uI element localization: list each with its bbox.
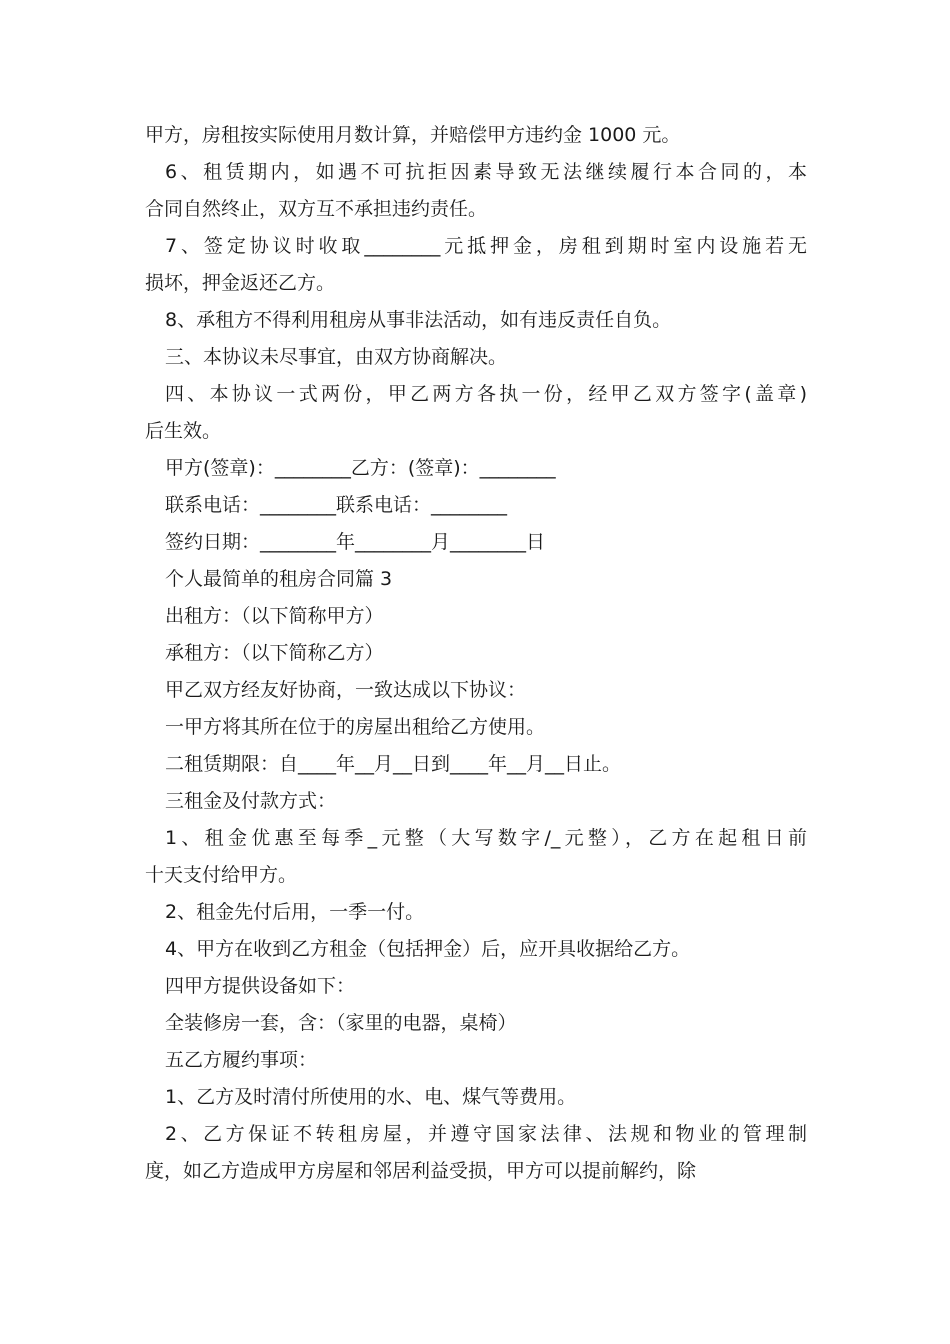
paragraph [145, 894, 807, 931]
text-line: 三租金及付款方式： [165, 790, 337, 812]
text-line: 联系电话：________联系电话：________ [165, 494, 508, 516]
paragraph [145, 1079, 807, 1116]
text-line: 4、甲方在收到乙方租金（包括押金）后，应开具收据给乙方。 [165, 938, 691, 960]
text-line: 6、租赁期内，如遇不可抗拒因素导致无法继续履行本合同的，本 [165, 161, 807, 183]
paragraph [145, 302, 807, 339]
text-line: 8、承租方不得利用租房从事非法活动，如有违反责任自负。 [165, 309, 672, 331]
text-line: 损坏，押金返还乙方。 [145, 272, 336, 294]
text-line: 五乙方履约事项： [165, 1049, 318, 1071]
paragraph [145, 968, 807, 1005]
paragraph [145, 561, 807, 598]
paragraph [145, 524, 807, 561]
paragraph [145, 487, 807, 524]
paragraph [145, 1005, 807, 1042]
paragraph [145, 709, 807, 746]
text-line: 甲方，房租按实际使用月数计算，并赔偿甲方违约金 1000 元。 [145, 124, 681, 146]
paragraph [145, 339, 807, 376]
paragraph [145, 931, 807, 968]
text-line: 甲乙双方经友好协商，一致达成以下协议： [165, 679, 527, 701]
paragraph [145, 635, 807, 672]
text-line: 度，如乙方造成甲方房屋和邻居利益受损，甲方可以提前解约，除 [145, 1160, 697, 1182]
paragraph [145, 820, 807, 894]
text-line: 甲方(签章)：________乙方：(签章)：________ [165, 457, 556, 479]
text-line: 2、乙方保证不转租房屋，并遵守国家法律、法规和物业的管理制 [165, 1123, 807, 1145]
paragraph [145, 783, 807, 820]
text-line: 三、本协议未尽事宜，由双方协商解决。 [165, 346, 508, 368]
text-line: 四甲方提供设备如下： [165, 975, 356, 997]
paragraph [145, 154, 807, 228]
paragraph [145, 1042, 807, 1079]
paragraph [145, 746, 807, 783]
text-line: 后生效。 [145, 420, 222, 442]
paragraph [145, 450, 807, 487]
document-body [145, 117, 807, 1190]
text-line: 7、签定协议时收取________元抵押金，房租到期时室内设施若无 [165, 235, 807, 257]
paragraph [145, 672, 807, 709]
text-line: 2、租金先付后用，一季一付。 [165, 901, 425, 923]
paragraph [145, 228, 807, 302]
text-line: 个人最简单的租房合同篇 3 [165, 568, 393, 590]
text-line: 合同自然终止，双方互不承担违约责任。 [145, 198, 488, 220]
paragraph [145, 117, 807, 154]
text-line: 1、乙方及时清付所使用的水、电、煤气等费用。 [165, 1086, 577, 1108]
text-line: 一甲方将其所在位于的房屋出租给乙方使用。 [165, 716, 546, 738]
text-line: 二租赁期限：自____年__月__日到____年__月__日止。 [165, 753, 622, 775]
text-line: 出租方：（以下简称甲方） [165, 605, 384, 627]
paragraph [145, 1116, 807, 1190]
text-line: 1、租金优惠至每季_元整（大写数字/_元整），乙方在起租日前 [165, 827, 807, 849]
text-line: 四、本协议一式两份，甲乙两方各执一份，经甲乙双方签字(盖章) [165, 383, 807, 405]
text-line: 全装修房一套，含：（家里的电器，桌椅） [165, 1012, 517, 1034]
text-line: 签约日期：________年________月________日 [165, 531, 546, 553]
text-line: 承租方：（以下简称乙方） [165, 642, 384, 664]
paragraph [145, 376, 807, 450]
paragraph [145, 598, 807, 635]
text-line: 十天支付给甲方。 [145, 864, 298, 886]
